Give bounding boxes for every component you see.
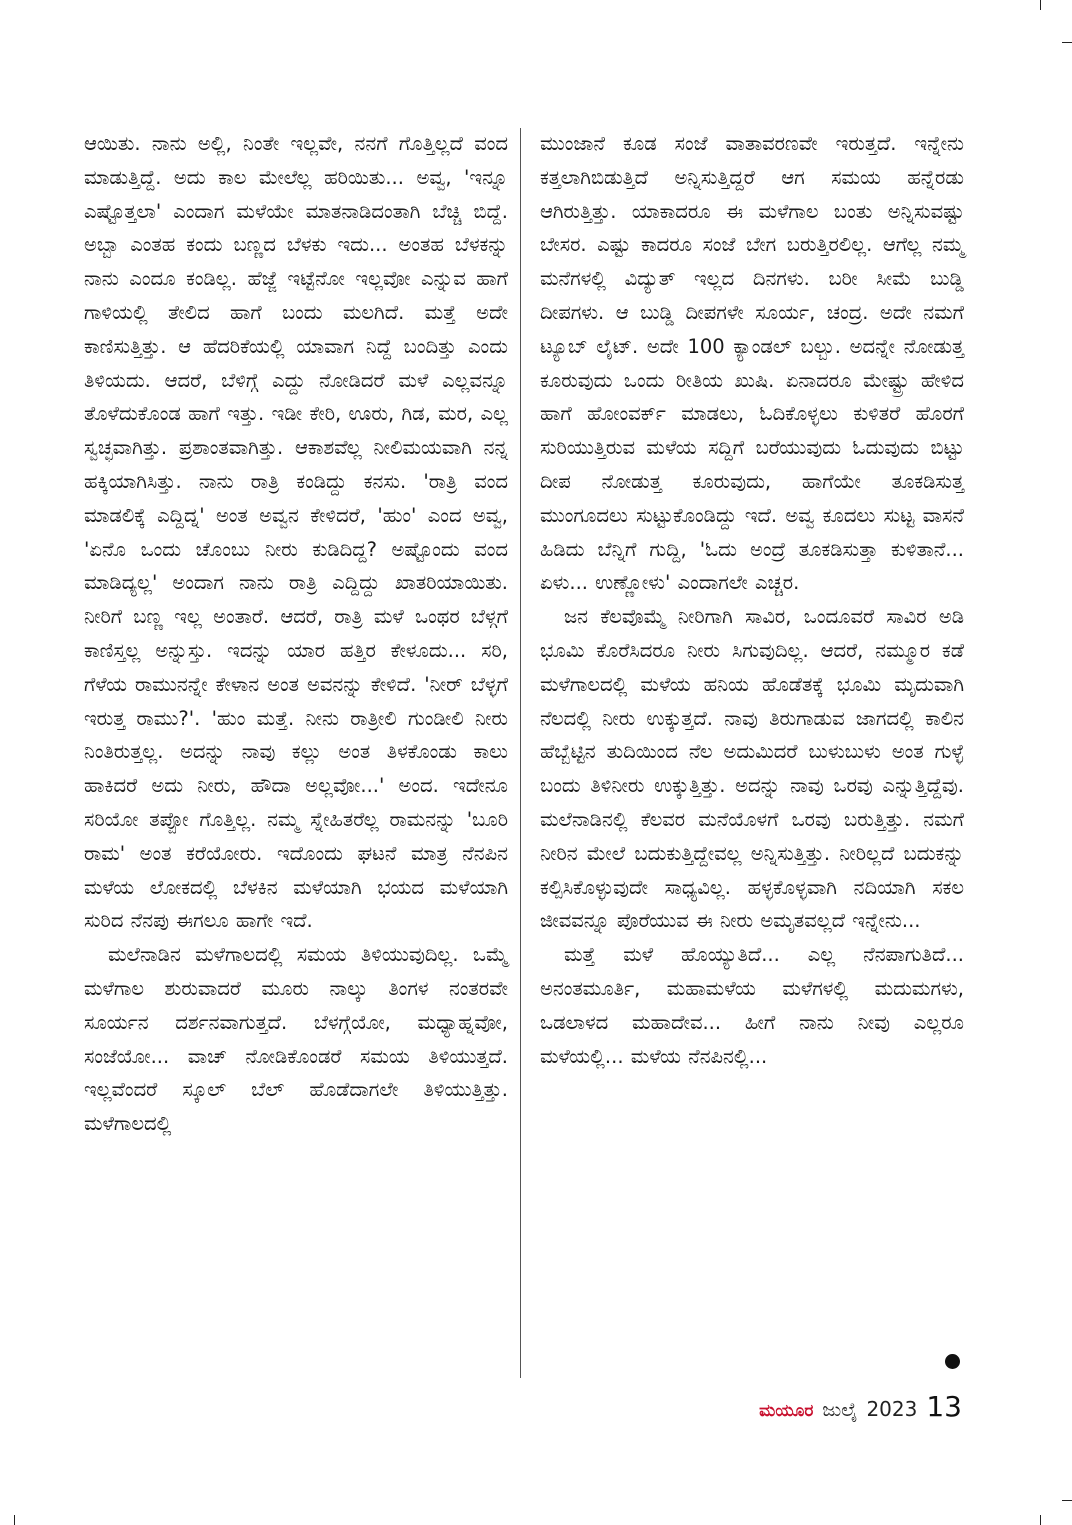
column-divider <box>520 128 521 1378</box>
crop-mark-right-upper <box>1062 42 1072 43</box>
paragraph: ಮಲೆನಾಡಿನ ಮಳೆಗಾಲದಲ್ಲಿ ಸಮಯ ತಿಳಿಯುವುದಿಲ್ಲ. ಒಮ್ಮೆ ಮಳೆಗಾಲ ಶುರುವಾದರೆ ಮೂರು ನಾಲ್ಕು ತಿಂಗಳ ನಂತರವೇ ಸೂರ್ಯನ ದರ್ಶನವಾಗುತ್ತದೆ. ಬೆಳಗ್ಗೆಯೋ, ಮಧ್ಯಾಹ್ನವೋ, ಸಂಜೆಯೋ... ವಾಚ್ ನೋಡಿಕೊಂಡರೆ ಸಮಯ ತಿಳಿಯುತ್ತದೆ. ಇಲ್ಲವೆಂದರೆ ಸ್ಕೂಲ್ ಬೆಲ್ ಹೊಡೆದಾಗಲೇ ತಿಳಿಯುತ್ತಿತ್ತು. ಮಳೆಗಾಲದಲ್ಲಿ <box>84 943 508 1136</box>
article-column-right <box>540 127 964 1073</box>
magazine-logo: ಮಯೂರ <box>759 1401 814 1421</box>
crop-mark-right-lower <box>1062 1500 1072 1501</box>
end-of-article-bullet <box>945 1354 960 1369</box>
crop-mark-bottom-left <box>14 1515 15 1525</box>
crop-mark-top-right <box>1040 0 1041 10</box>
paragraph: ಜನ ಕೆಲವೊಮ್ಮೆ ನೀರಿಗಾಗಿ ಸಾವಿರ, ಒಂದೂವರೆ ಸಾವಿರ ಅಡಿ ಭೂಮಿ ಕೊರೆಸಿದರೂ ನೀರು ಸಿಗುವುದಿಲ್ಲ. ಆದರೆ, ನಮ್ಮೂರ ಕಡೆ ಮಳೆಗಾಲದಲ್ಲಿ ಮಳೆಯ ಹನಿಯ ಹೊಡೆತಕ್ಕೆ ಭೂಮಿ ಮೃದುವಾಗಿ ನೆಲದಲ್ಲಿ ನೀರು ಉಕ್ಕುತ್ತದೆ. ನಾವು ತಿರುಗಾಡುವ ಜಾಗದಲ್ಲಿ ಕಾಲಿನ ಹೆಬ್ಬೆಟ್ಟಿನ ತುದಿಯಿಂದ ನೆಲ ಅದುಮಿದರೆ ಬುಳುಬುಳು ಅಂತ ಗುಳ್ಳೆ ಬಂದು ತಿಳಿನೀರು ಉಕ್ಕುತ್ತಿತ್ತು. ಅದನ್ನು ನಾವು ಒರವು ಎನ್ನುತ್ತಿದ್ದೆವು. ಮಲೆನಾಡಿನಲ್ಲಿ ಕೆಲವರ ಮನೆಯೊಳಗೆ ಒರವು ಬರುತ್ತಿತ್ತು. ನಮಗೆ ನೀರಿನ ಮೇಲೆ ಬದುಕುತ್ತಿದ್ದೇವಲ್ಲ ಅನ್ನಿಸುತ್ತಿತ್ತು. ನೀರಿಲ್ಲದೆ ಬದುಕನ್ನು ಕಲ್ಪಿಸಿಕೊಳ್ಳುವುದೇ ಸಾಧ್ಯವಿಲ್ಲ. ಹಳ್ಳಕೊಳ್ಳವಾಗಿ ನದಿಯಾಗಿ ಸಕಲ ಜೀವವನ್ನೂ ಪೊರೆಯುವ ಈ ನೀರು ಅಮೃತವಲ್ಲದೆ ಇನ್ನೇನು... <box>540 605 964 933</box>
issue-month: ಜುಲೈ <box>822 1399 858 1421</box>
crop-mark-bottom-right <box>1040 1515 1041 1525</box>
page-footer <box>759 1390 962 1423</box>
paragraph: ಆಯಿತು. ನಾನು ಅಲ್ಲಿ, ನಿಂತೇ ಇಲ್ಲವೇ, ನನಗೆ ಗೊತ್ತಿಲ್ಲದೆ ವಂದ ಮಾಡುತ್ತಿದ್ದೆ. ಅದು ಕಾಲ ಮೇಲೆಲ್ಲ ಹರಿಯಿತು... ಅವ್ವ, 'ಇನ್ನೂ ಎಷ್ಟೊತ್ತಲಾ' ಎಂದಾಗ ಮಳೆಯೇ ಮಾತನಾಡಿದಂತಾಗಿ ಬೆಚ್ಚಿ ಬಿದ್ದೆ. ಅಬ್ಬಾ ಎಂತಹ ಕಂದು ಬಣ್ಣದ ಬೆಳಕು ಇದು... ಅಂತಹ ಬೆಳಕನ್ನು ನಾನು ಎಂದೂ ಕಂಡಿಲ್ಲ. ಹೆಜ್ಜೆ ಇಟ್ಟೆನೋ ಇಲ್ಲವೋ ಎನ್ನುವ ಹಾಗೆ ಗಾಳಿಯಲ್ಲಿ ತೇಲಿದ ಹಾಗೆ ಬಂದು ಮಲಗಿದೆ. ಮತ್ತೆ ಅದೇ ಕಾಣಿಸುತ್ತಿತ್ತು. ಆ ಹೆದರಿಕೆಯಲ್ಲಿ ಯಾವಾಗ ನಿದ್ದೆ ಬಂದಿತ್ತು ಎಂದು ತಿಳಿಯದು. ಆದರೆ, ಬೆಳಿಗ್ಗೆ ಎದ್ದು ನೋಡಿದರೆ ಮಳೆ ಎಲ್ಲವನ್ನೂ ತೊಳೆದುಕೊಂಡ ಹಾಗೆ ಇತ್ತು. ಇಡೀ ಕೇರಿ, ಊರು, ಗಿಡ, ಮರ, ಎಲ್ಲ ಸ್ವಚ್ಛವಾಗಿತ್ತು. ಪ್ರಶಾಂತವಾಗಿತ್ತು. ಆಕಾಶವೆಲ್ಲ ನೀಲಿಮಯವಾಗಿ ನನ್ನ ಹಕ್ಕಿಯಾಗಿಸಿತ್ತು. ನಾನು ರಾತ್ರಿ ಕಂಡಿದ್ದು ಕನಸು. 'ರಾತ್ರಿ ವಂದ ಮಾಡಲಿಕ್ಕೆ ಎದ್ದಿದ್ನ' ಅಂತ ಅವ್ವನ ಕೇಳಿದರೆ, 'ಹುಂ' ಎಂದ ಅವ್ವ, 'ಏನೊ ಒಂದು ಚೊಂಬು ನೀರು ಕುಡಿದಿದ್ದ? ಅಷ್ಟೊಂದು ವಂದ ಮಾಡಿದ್ಯಲ್ಲ' ಅಂದಾಗ ನಾನು ರಾತ್ರಿ ಎದ್ದಿದ್ದು ಖಾತರಿಯಾಯಿತು. ನೀರಿಗೆ ಬಣ್ಣ ಇಲ್ಲ ಅಂತಾರೆ. ಆದರೆ, ರಾತ್ರಿ ಮಳೆ ಒಂಥರ ಬೆಳ್ಗಗೆ ಕಾಣಿಸ್ತಲ್ಲ ಅನ್ನುಸ್ತು. ಇದನ್ನು ಯಾರ ಹತ್ತಿರ ಕೇಳೂದು... ಸರಿ, ಗೆಳೆಯ ರಾಮುನನ್ನೇ ಕೇಳಾನ ಅಂತ ಅವನನ್ನು ಕೇಳಿದೆ. 'ನೀರ್ ಬೆಳ್ಳಗೆ ಇರುತ್ತ ರಾಮು?'. 'ಹುಂ ಮತ್ತೆ. ನೀನು ರಾತ್ರೀಲಿ ಗುಂಡೀಲಿ ನೀರು ನಿಂತಿರುತ್ತಲ್ಲ. ಅದನ್ನು ನಾವು ಕಲ್ಲು ಅಂತ ತಿಳಕೊಂಡು ಕಾಲು ಹಾಕಿದರೆ ಅದು ನೀರು, ಹೌದಾ ಅಲ್ಲವೋ...' ಅಂದ. ಇದೇನೂ ಸರಿಯೋ ತಪ್ಪೋ ಗೊತ್ತಿಲ್ಲ. ನಮ್ಮ ಸ್ನೇಹಿತರೆಲ್ಲ ರಾಮನನ್ನು 'ಬೂರಿ ರಾಮ' ಅಂತ ಕರೆಯೋರು. ಇದೊಂದು ಘಟನೆ ಮಾತ್ರ ನೆನಪಿನ ಮಳೆಯ ಲೋಕದಲ್ಲಿ ಬೆಳಕಿನ ಮಳೆಯಾಗಿ ಭಯದ ಮಳೆಯಾಗಿ ಸುರಿದ ನೆನಪು ಈಗಲೂ ಹಾಗೇ ಇದೆ. <box>84 132 508 933</box>
paragraph: ಮತ್ತೆ ಮಳೆ ಹೊಯ್ಯುತಿದೆ... ಎಲ್ಲ ನೆನಪಾಗುತಿದೆ... ಅನಂತಮೂರ್ತಿ, ಮಹಾಮಳೆಯ ಮಳೆಗಳಲ್ಲಿ ಮದುಮಗಳು, ಒಡಲಾಳದ ಮಹಾದೇವ... ಹೀಗೆ ನಾನು ನೀವು ಎಲ್ಲರೂ ಮಳೆಯಲ್ಲಿ... ಮಳೆಯ ನೆನಪಿನಲ್ಲಿ... <box>540 943 964 1068</box>
paragraph: ಮುಂಜಾನೆ ಕೂಡ ಸಂಜೆ ವಾತಾವರಣವೇ ಇರುತ್ತದೆ. ಇನ್ನೇನು ಕತ್ತಲಾಗಿಬಿಡುತ್ತಿದೆ ಅನ್ನಿಸುತ್ತಿದ್ದರೆ ಆಗ ಸಮಯ ಹನ್ನೆರಡು ಆಗಿರುತ್ತಿತ್ತು. ಯಾಕಾದರೂ ಈ ಮಳೆಗಾಲ ಬಂತು ಅನ್ನಿಸುವಷ್ಟು ಬೇಸರ. ಎಷ್ಟು ಕಾದರೂ ಸಂಜೆ ಬೇಗ ಬರುತ್ತಿರಲಿಲ್ಲ. ಆಗೆಲ್ಲ ನಮ್ಮ ಮನೆಗಳಲ್ಲಿ ವಿದ್ಯುತ್ ಇಲ್ಲದ ದಿನಗಳು. ಬರೀ ಸೀಮೆ ಬುಡ್ಡಿ ದೀಪಗಳು. ಆ ಬುಡ್ಡಿ ದೀಪಗಳೇ ಸೂರ್ಯ, ಚಂದ್ರ. ಅದೇ ನಮಗೆ ಟ್ಯೂಬ್ ಲೈಟ್. ಅದೇ 100 ಕ್ಯಾಂಡಲ್ ಬಲ್ಬು. ಅದನ್ನೇ ನೋಡುತ್ತ ಕೂರುವುದು ಒಂದು ರೀತಿಯ ಖುಷಿ. ಏನಾದರೂ ಮೇಷ್ಟ್ರು ಹೇಳಿದ ಹಾಗೆ ಹೋಂವರ್ಕ್ ಮಾಡಲು, ಓದಿಕೊಳ್ಳಲು ಕುಳಿತರೆ ಹೊರಗೆ ಸುರಿಯುತ್ತಿರುವ ಮಳೆಯ ಸದ್ದಿಗೆ ಬರೆಯುವುದು ಓದುವುದು ಬಿಟ್ಟು ದೀಪ ನೋಡುತ್ತ ಕೂರುವುದು, ಹಾಗೆಯೇ ತೂಕಡಿಸುತ್ತ ಮುಂಗೂದಲು ಸುಟ್ಟುಕೊಂಡಿದ್ದು ಇದೆ. ಅವ್ವ ಕೂದಲು ಸುಟ್ಟ ವಾಸನೆ ಹಿಡಿದು ಬೆನ್ನಿಗೆ ಗುದ್ದಿ, 'ಓದು ಅಂದ್ರೆ ತೂಕಡಿಸುತ್ತಾ ಕುಳಿತಾನೆ... ಏಳು... ಉಣ್ಣೋಳು' ಎಂದಾಗಲೇ ಎಚ್ಚರ. <box>540 132 964 595</box>
page-number: 13 <box>926 1390 962 1423</box>
issue-year: 2023 <box>866 1397 918 1421</box>
article-column-left <box>84 127 508 1141</box>
